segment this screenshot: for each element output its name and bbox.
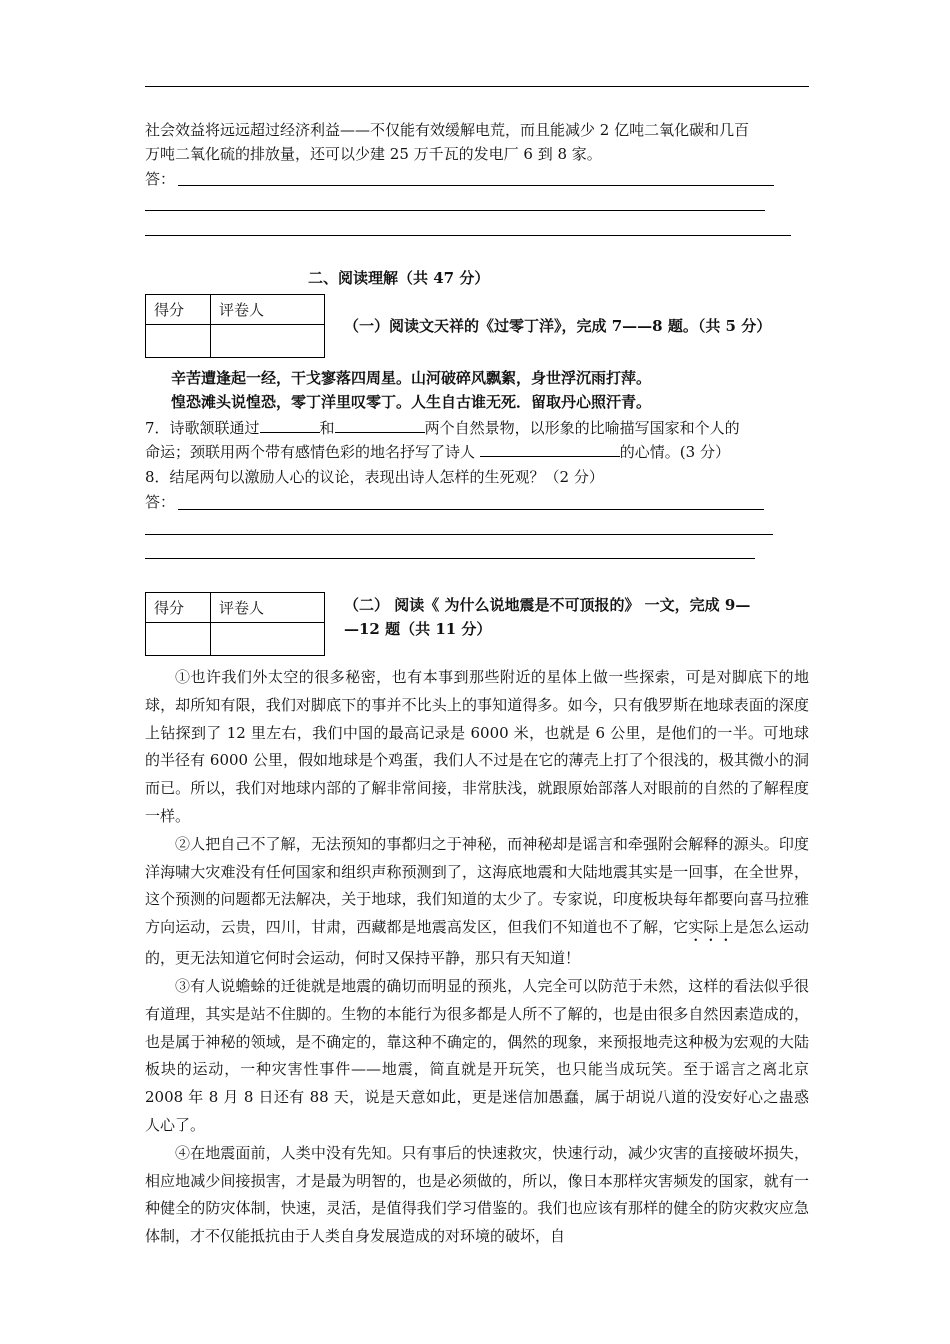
q7-blank-1[interactable]	[260, 416, 320, 433]
question-7-line-2	[145, 440, 730, 464]
answer-line[interactable]	[145, 534, 773, 535]
reading-passage	[145, 664, 809, 1251]
score-box	[145, 592, 325, 656]
answer-line[interactable]	[145, 210, 765, 211]
passage-text: 是怎么运动的，更无法知道它何时会运动，何时又保持平静，那只有天知道！	[145, 918, 809, 968]
part1-heading: （一）阅读文天祥的《过零丁洋》，完成 7——8 题。（共 5 分）	[344, 317, 772, 335]
score-box	[145, 294, 325, 358]
q7-blank-2[interactable]	[335, 416, 425, 433]
answer-line[interactable]	[145, 558, 755, 559]
q7-text-a: 7．诗歌颔联通过	[145, 419, 260, 437]
answer-line[interactable]	[178, 509, 764, 510]
top-rule	[145, 86, 809, 87]
q7-text-e: 的心情。(3 分）	[619, 443, 730, 461]
passage-paragraph-4: ④在地震面前，人类中没有先知。只有事后的快速救灾，快速行动，减少灾害的直接破坏损失，相应地减少间接损害，才是最为明智的，也是必须做的，所以，像日本那样灾害频发的国家，就有一种健全的防灾体制，快速，灵活，是值得我们学习借鉴的。我们也应该有那样的健全的防灾救灾应急体制，才不仅能抵抗由于人类自身发展造成的对环境的破坏，自	[145, 1143, 809, 1246]
poem-line-1: 辛苦遭逢起一经，干戈寥落四周星。山河破碎风飘絮，身世浮沉雨打萍。	[171, 369, 652, 387]
passage-text: ②人把自己不了解，无法预知的事都归之于神秘，而神秘却是谣言和牵强附会解释的源头。印度洋海啸大灾难没有任何国家和组织声称预测到了，这海底地震和大陆地震其实是一回事，在全世界，这个预测的问题都无法解决，关于地球，我们知道的太少了。专家说，印度板块每年都要向喜马拉雅方向运动，云贵，四川，甘肃，西藏都是地震高发区，但我们不知道也不了解，它	[145, 834, 809, 937]
question-8: 8．结尾两句以激励人心的议论，表现出诗人怎样的生死观？（2 分）	[145, 468, 604, 486]
q7-blank-3[interactable]	[480, 440, 620, 457]
question-7-line-1	[145, 416, 740, 440]
score-label: 得分	[146, 295, 211, 325]
q7-text-b: 和	[319, 419, 335, 437]
part2-heading-line-2: —12 题（共 11 分）	[344, 620, 492, 638]
score-cell[interactable]	[146, 325, 211, 358]
answer-label: 答：	[145, 493, 176, 511]
passage-paragraph-1: ①也许我们外太空的很多秘密，也有本事到那些附近的星体上做一些探索，可是对脚底下的地球，却所知有限，我们对脚底下的事并不比头上的事知道得多。如今，只有俄罗斯在地球表面的深度上钻探到了 12 里左右，我们中国的最高记录是 6000 米，也就是 6 公里，是他们的一半。可地球的半径有 6000 公里，假如地球是个鸡蛋，我们人不过是在它的薄壳上打了个很浅的，极其微小的洞而已。所以，我们对地球内部的了解非常间接，非常肤浅，就跟原始部落人对眼前的自然的了解程度一样。	[145, 668, 809, 825]
carryover-line-1: 社会效益将远远超过经济利益——不仅能有效缓解电荒，而且能减少 2 亿吨二氧化碳和几百	[145, 121, 750, 139]
poem-line-2: 惶恐滩头说惶恐，零丁洋里叹零丁。人生自古谁无死．留取丹心照汗青。	[171, 393, 652, 411]
passage-paragraph-2	[145, 831, 809, 973]
grader-label: 评卷人	[211, 593, 325, 623]
grader-cell[interactable]	[211, 623, 325, 656]
answer-line[interactable]	[178, 185, 774, 186]
score-label: 得分	[146, 593, 211, 623]
answer-label: 答：	[145, 170, 176, 188]
answer-line[interactable]	[145, 235, 791, 236]
emphasized-text: 实际上	[688, 918, 734, 937]
part2-heading-line-1: （二） 阅读《 为什么说地震是不可顶报的》 一文，完成 9—	[344, 596, 751, 614]
q7-text-d: 命运；颈联用两个带有感情色彩的地名抒写了诗人	[145, 443, 480, 461]
section-title: 二、阅读理解（共 47 分）	[308, 269, 490, 287]
grader-label: 评卷人	[211, 295, 325, 325]
carryover-line-2: 万吨二氧化硫的排放量，还可以少建 25 万千瓦的发电厂 6 到 8 家。	[145, 145, 602, 163]
q7-text-c: 两个自然景物，以形象的比喻描写国家和个人的	[424, 419, 740, 437]
score-cell[interactable]	[146, 623, 211, 656]
grader-cell[interactable]	[211, 325, 325, 358]
passage-paragraph-3: ③有人说蟾蜍的迁徙就是地震的确切而明显的预兆，人完全可以防范于未然，这样的看法似乎很有道理，其实是站不住脚的。生物的本能行为很多都是人所不了解的，也是由很多自然因素造成的，也是属于神秘的领域，是不确定的，靠这种不确定的，偶然的现象，来预报地壳这种极为宏观的大陆板块的运动，一种灾害性事件——地震，简直就是开玩笑，也只能当成玩笑。至于谣言之离北京 2008 年 8 月 8 日还有 88 天，说是天意如此，更是迷信加愚蠢，属于胡说八道的没安好心之蛊惑人心了。	[145, 976, 809, 1134]
